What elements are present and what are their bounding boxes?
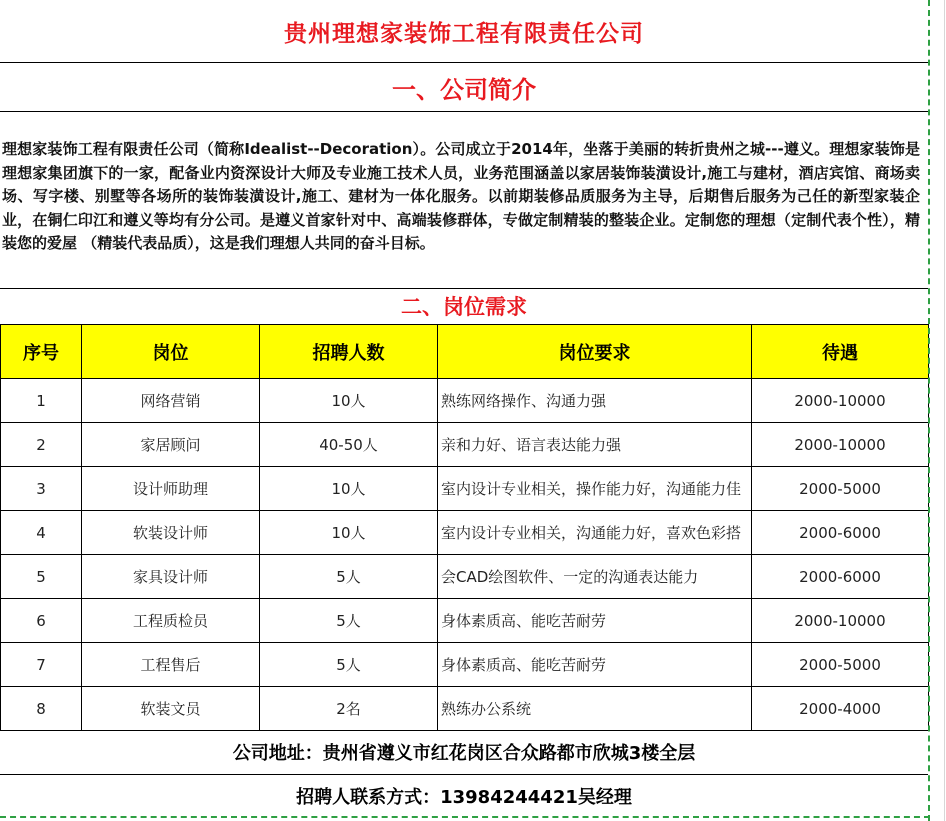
page-break-horizontal	[0, 816, 930, 818]
cell-salary: 2000-6000	[752, 511, 929, 555]
cell-requirements: 室内设计专业相关，操作能力好，沟通能力佳	[438, 467, 752, 511]
cell-requirements: 熟练网络操作、沟通力强	[438, 379, 752, 423]
table-row	[1, 599, 929, 643]
company-title: 贵州理想家装饰工程有限责任公司	[284, 20, 644, 47]
column-gridline	[944, 0, 945, 821]
cell-index: 5	[1, 555, 82, 599]
cell-requirements: 亲和力好、语言表达能力强	[438, 423, 752, 467]
cell-requirements: 会CAD绘图软件、一定的沟通表达能力	[438, 555, 752, 599]
cell-requirements: 熟练办公系统	[438, 687, 752, 731]
cell-index: 1	[1, 379, 82, 423]
table-header-row	[1, 325, 929, 379]
table-row	[1, 687, 929, 731]
cell-headcount: 10人	[260, 467, 438, 511]
header-salary: 待遇	[752, 325, 929, 379]
cell-position: 网络营销	[82, 379, 260, 423]
cell-salary: 2000-10000	[752, 423, 929, 467]
header-position: 岗位	[82, 325, 260, 379]
cell-salary: 2000-10000	[752, 599, 929, 643]
cell-position: 软装设计师	[82, 511, 260, 555]
cell-headcount: 10人	[260, 379, 438, 423]
cell-index: 7	[1, 643, 82, 687]
cell-headcount: 10人	[260, 511, 438, 555]
table-row	[1, 379, 929, 423]
cell-position: 设计师助理	[82, 467, 260, 511]
cell-headcount: 5人	[260, 555, 438, 599]
cell-headcount: 5人	[260, 643, 438, 687]
section-title-jobs: 二、岗位需求	[401, 295, 527, 319]
cell-index: 3	[1, 467, 82, 511]
table-row	[1, 423, 929, 467]
divider	[0, 111, 928, 112]
cell-salary: 2000-10000	[752, 379, 929, 423]
jobs-table	[0, 324, 929, 731]
cell-position: 家具设计师	[82, 555, 260, 599]
cell-requirements: 室内设计专业相关，沟通能力好，喜欢色彩搭	[438, 511, 752, 555]
header-headcount: 招聘人数	[260, 325, 438, 379]
cell-salary: 2000-4000	[752, 687, 929, 731]
table-row	[1, 511, 929, 555]
section-title-intro: 一、公司简介	[392, 75, 536, 104]
cell-requirements: 身体素质高、能吃苦耐劳	[438, 599, 752, 643]
cell-headcount: 40-50人	[260, 423, 438, 467]
header-index: 序号	[1, 325, 82, 379]
company-address: 公司地址：贵州省遵义市红花岗区合众路都市欣城3楼全层	[232, 743, 696, 764]
table-row	[1, 555, 929, 599]
cell-headcount: 2名	[260, 687, 438, 731]
cell-position: 工程质检员	[82, 599, 260, 643]
table-row	[1, 467, 929, 511]
cell-position: 家居顾问	[82, 423, 260, 467]
company-intro-text: 理想家装饰工程有限责任公司（简称Idealist--Decoration）。公司成立于2014年，坐落于美丽的转折贵州之城---遵义。理想家装饰是理想家集团旗下的一家，配备业内资深设计大师及专业施工技术人员，业务范围涵盖以家居装饰装潢设计,施工与建材，酒店宾馆、商场卖场、写字楼、别墅等各场所的装饰装潢设计,施工、建材为一体化服务。以前期装修品质服务为主导，后期售后服务为己任的新型家装企业，在铜仁印江和遵义等均有分公司。是遵义首家针对中、高端装修群体，专做定制精装的整装企业。定制您的理想（定制代表个性），精装您的爱屋 （精装代表品质），这是我们理想人共同的奋斗目标。	[2, 140, 920, 252]
cell-salary: 2000-5000	[752, 643, 929, 687]
cell-requirements: 身体素质高、能吃苦耐劳	[438, 643, 752, 687]
cell-index: 6	[1, 599, 82, 643]
recruiter-contact: 招聘人联系方式：13984244421吴经理	[296, 787, 632, 808]
cell-salary: 2000-5000	[752, 467, 929, 511]
cell-salary: 2000-6000	[752, 555, 929, 599]
cell-index: 2	[1, 423, 82, 467]
header-requirements: 岗位要求	[438, 325, 752, 379]
page-break-vertical	[928, 0, 930, 821]
cell-index: 8	[1, 687, 82, 731]
cell-index: 4	[1, 511, 82, 555]
cell-position: 软装文员	[82, 687, 260, 731]
table-row	[1, 643, 929, 687]
cell-position: 工程售后	[82, 643, 260, 687]
cell-headcount: 5人	[260, 599, 438, 643]
